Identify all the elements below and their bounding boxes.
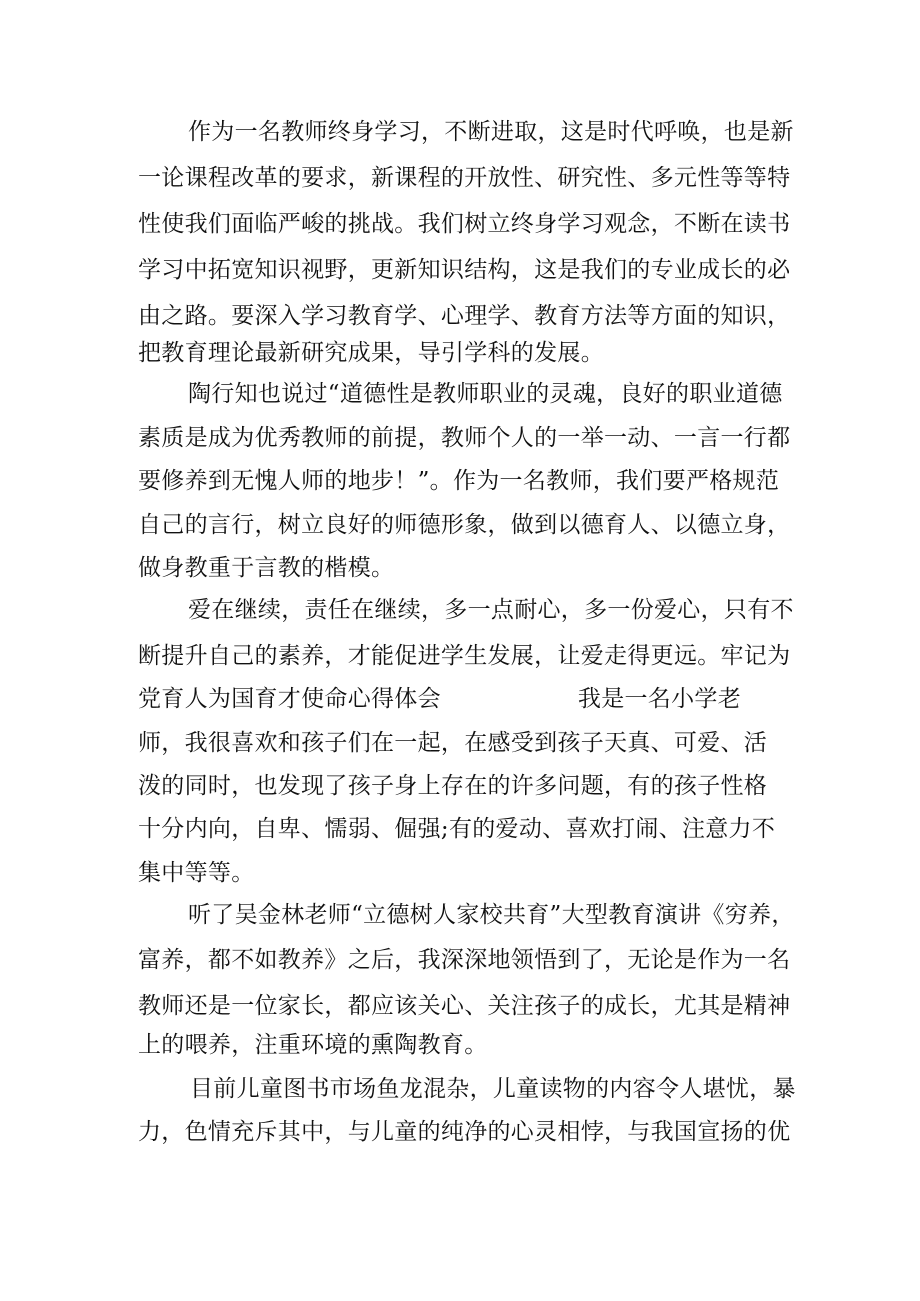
paragraph-5-line-2: 力，色情充斥其中，与儿童的纯净的心灵相悖，与我国宣扬的优 [138, 1119, 791, 1145]
paragraph-3-line-6: 十分内向，自卑、懦弱、倔强;有的爱动、喜欢打闹、注意力不 [138, 816, 776, 842]
paragraph-1-line-4: 学习中拓宽知识视野，更新知识结构，这是我们的专业成长的必 [138, 257, 791, 283]
paragraph-4-line-2: 富养，都不如教养》之后，我深深地领悟到了，无论是作为一名 [138, 947, 791, 973]
paragraph-3-line-2: 断提升自己的素养，才能促进学生发展，让爱走得更远。牢记为 [138, 643, 791, 669]
paragraph-2-line-2: 素质是成为优秀教师的前提，教师个人的一举一动、一言一行都 [138, 425, 791, 451]
paragraph-3-line-3: 党育人为国育才使命心得体会 我是一名小学老 [138, 686, 741, 712]
paragraph-3-line-7: 集中等等。 [138, 860, 255, 886]
paragraph-1-line-3: 性使我们面临严峻的挑战。我们树立终身学习观念，不断在读书 [138, 211, 791, 237]
paragraph-1-line-2: 一论课程改革的要求，新课程的开放性、研究性、多元性等等特 [138, 165, 791, 191]
paragraph-1-line-6: 把教育理论最新研究成果，导引学科的发展。 [138, 340, 604, 366]
paragraph-3-line-5: 泼的同时，也发现了孩子身上存在的许多问题，有的孩子性格 [138, 773, 768, 799]
paragraph-5-line-1: 目前儿童图书市场鱼龙混杂，儿童读物的内容令人堪忧，暴 [190, 1076, 796, 1102]
paragraph-4-line-1: 听了吴金林老师“立德树人家校共育”大型教育演讲《穷养， [188, 902, 795, 928]
paragraph-1-line-1: 作为一名教师终身学习，不断进取，这是时代呼唤，也是新 [188, 119, 794, 145]
paragraph-3-line-4: 师，我很喜欢和孩子们在一起，在感受到孩子天真、可爱、活 [138, 730, 768, 756]
paragraph-2-line-1: 陶行知也说过“道德性是教师职业的灵魂，良好的职业道德 [188, 381, 783, 407]
paragraph-2-line-4: 自己的言行，树立良好的师德形象，做到以德育人、以德立身， [138, 512, 791, 538]
paragraph-3-line-1: 爱在继续，责任在继续，多一点耐心，多一份爱心，只有不 [188, 597, 794, 623]
paragraph-4-line-3: 教师还是一位家长，都应该关心、关注孩子的成长，尤其是精神 [138, 993, 791, 1019]
paragraph-2-line-3: 要修养到无愧人师的地步！”。作为一名教师，我们要严格规范 [138, 468, 780, 494]
paragraph-2-line-5: 做身教重于言教的楷模。 [138, 555, 395, 581]
paragraph-1-line-5: 由之路。要深入学习教育学、心理学、教育方法等方面的知识， [138, 303, 791, 329]
paragraph-4-line-4: 上的喂养，注重环境的熏陶教育。 [138, 1032, 488, 1058]
